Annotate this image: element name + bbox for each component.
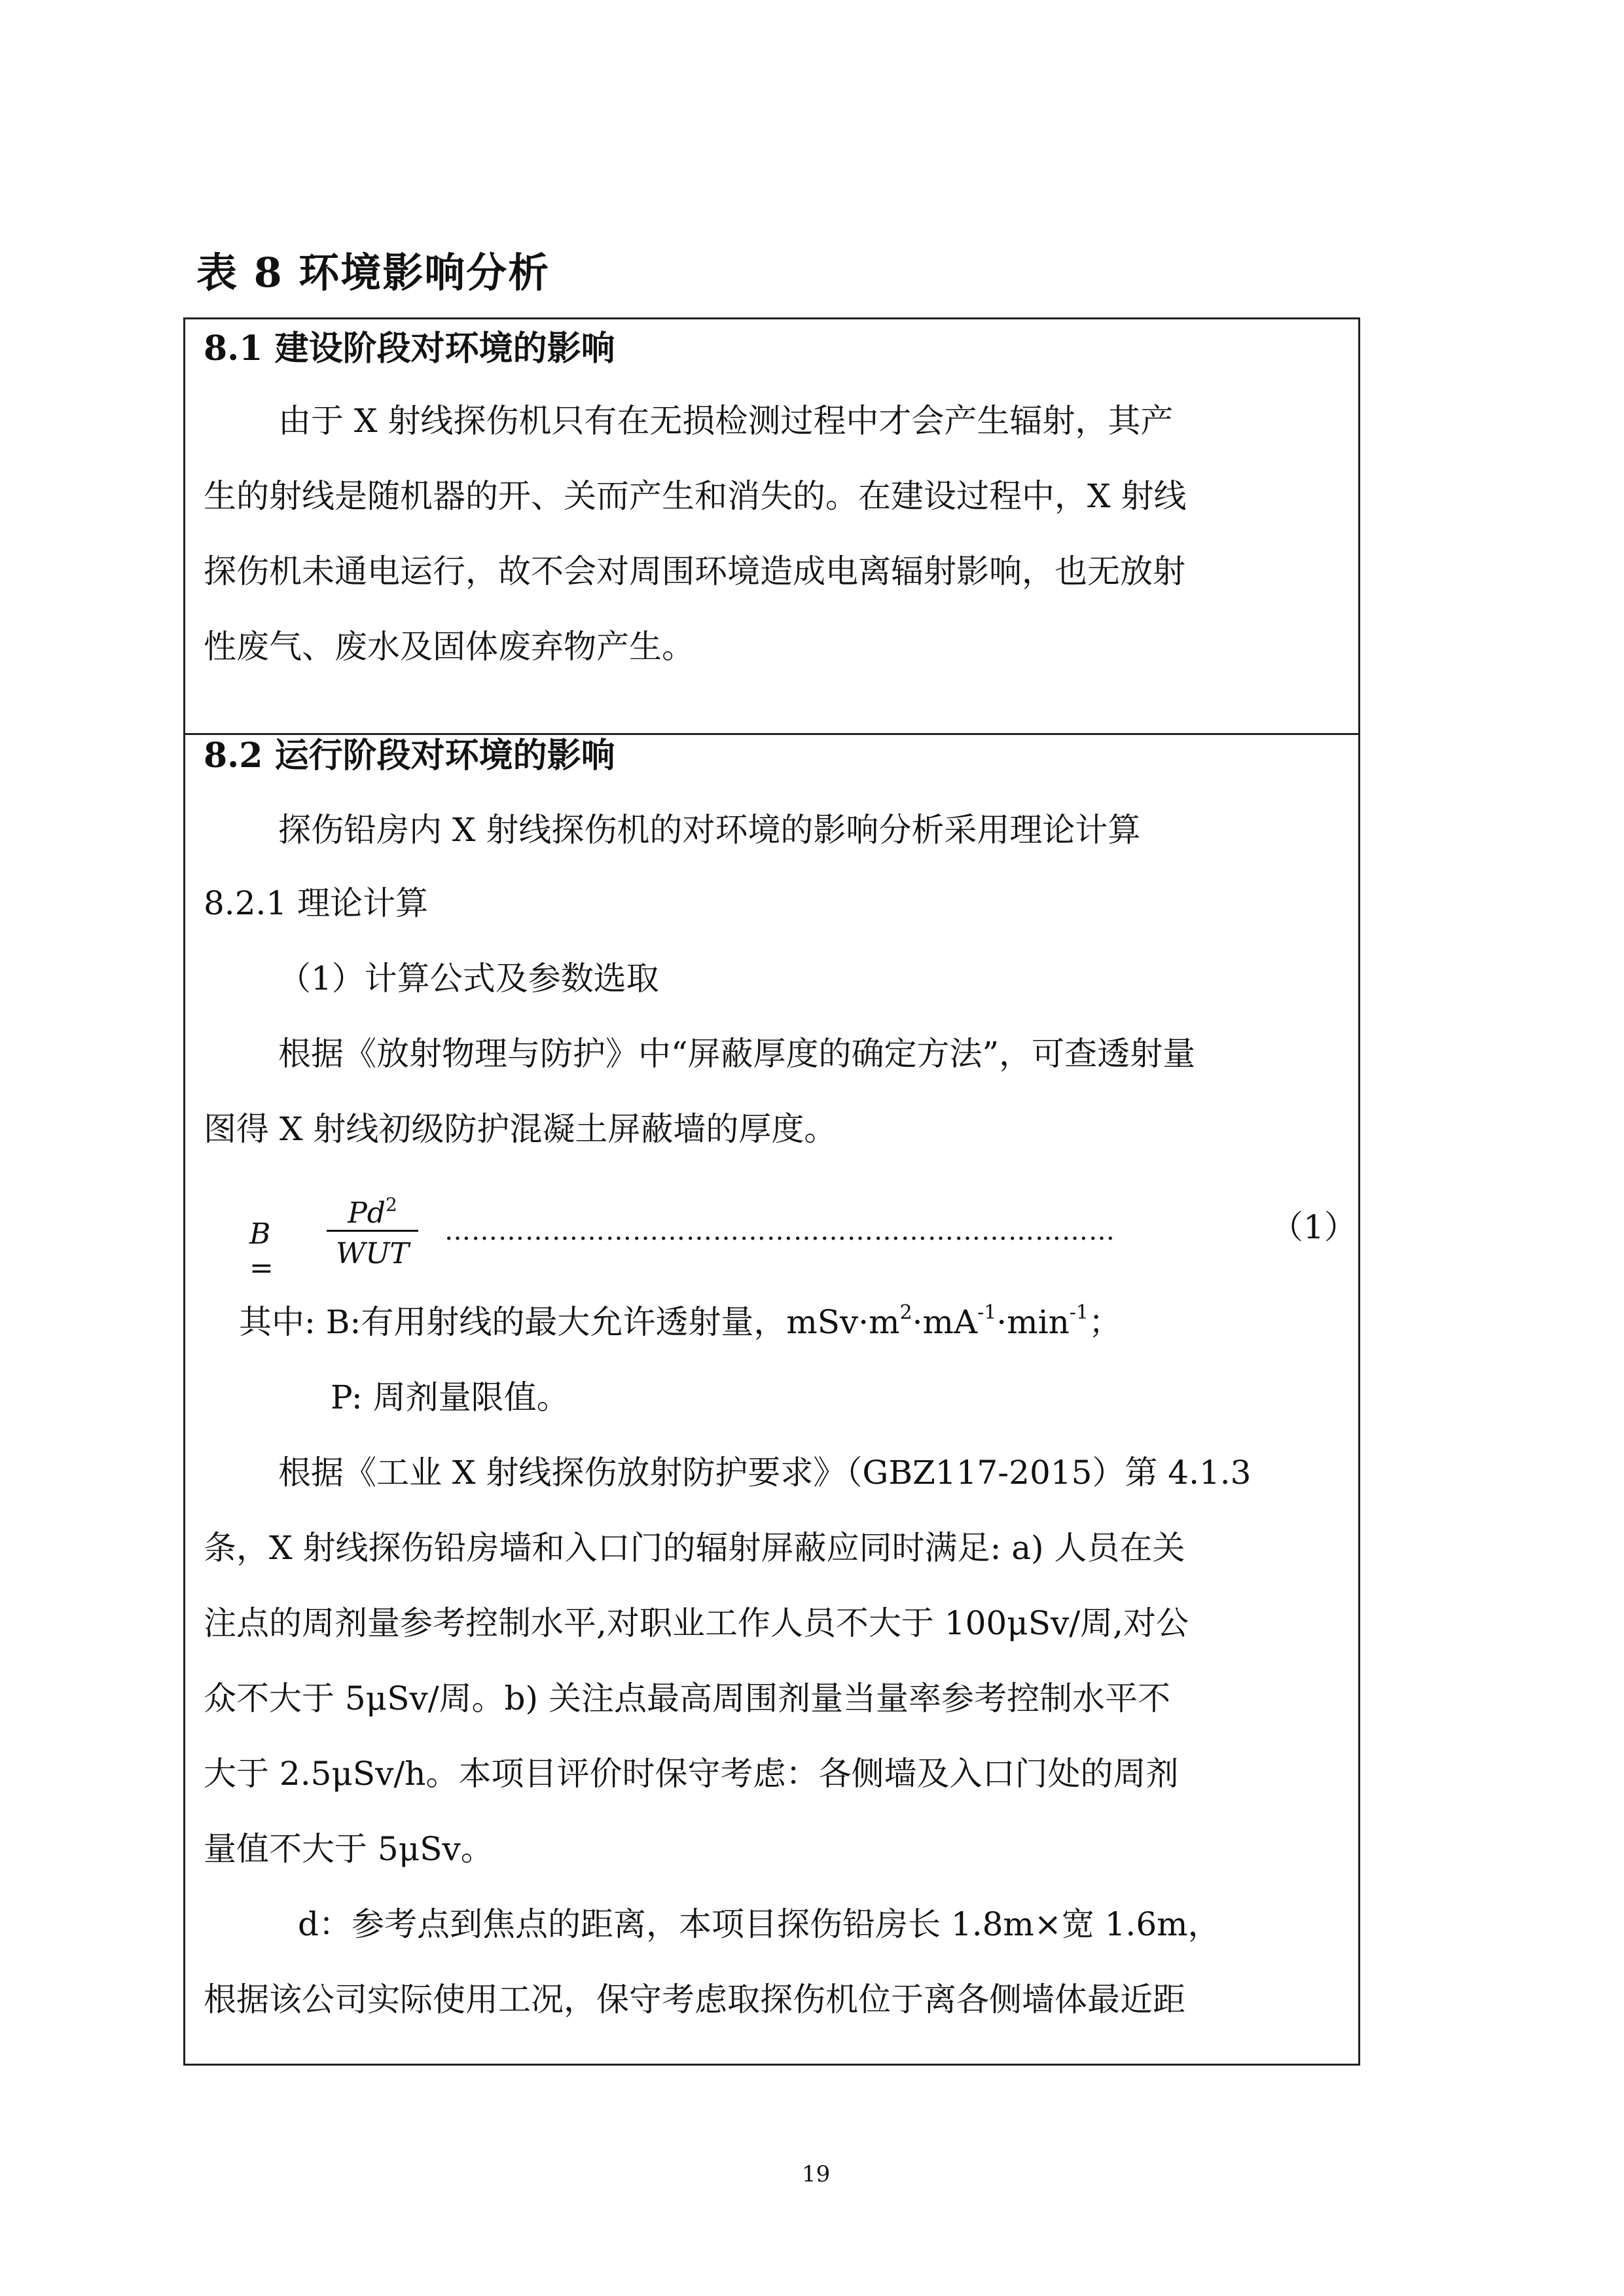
paragraph-line: 由于 X 射线探伤机只有在无损检测过程中才会产生辐射，其产 — [278, 402, 1174, 440]
paragraph-line: 根据《放射物理与防护》中“屏蔽厚度的确定方法”，可查透射量 — [278, 1035, 1196, 1073]
paragraph-line: 性废气、废水及固体废弃物产生。 — [204, 628, 695, 666]
fraction-bar — [327, 1230, 418, 1232]
paragraph-line: 注点的周剂量参考控制水平,对职业工作人员不大于 100μSv/周,对公 — [204, 1604, 1189, 1642]
equation-number: （1） — [1271, 1208, 1357, 1246]
paragraph-line: 根据《工业 X 射线探伤放射防护要求》（GBZ117-2015）第 4.1.3 — [278, 1454, 1252, 1492]
subsection-heading: 8.2.1 理论计算 — [204, 884, 429, 922]
paragraph-line: 众不大于 5μSv/周。b) 关注点最高周围剂量当量率参考控制水平不 — [204, 1679, 1170, 1717]
formula-denominator: WUT — [336, 1237, 409, 1270]
section-8-2-box — [183, 733, 1360, 2066]
formula-lhs: B = — [249, 1217, 274, 1285]
list-item-heading: （1）计算公式及参数选取 — [278, 960, 659, 997]
document-title: 表 8 环境影响分析 — [196, 249, 550, 296]
paragraph-line: 探伤机未通电运行，故不会对周围环境造成电离辐射影响，也无放射 — [204, 552, 1185, 590]
paragraph-line: 大于 2.5μSv/h。本项目评价时保守考虑：各侧墙及入口门处的周剂 — [204, 1755, 1179, 1793]
formula-numerator: Pd$^2$ — [348, 1194, 397, 1230]
paragraph-line: 图得 X 射线初级防护混凝土屏蔽墙的厚度。 — [204, 1110, 837, 1148]
section-8-1-box — [183, 317, 1360, 735]
paragraph-line: 生的射线是随机器的开、关而产生和消失的。在建设过程中，X 射线 — [204, 477, 1187, 515]
paragraph-line: d：参考点到焦点的距离，本项目探伤铅房长 1.8m×宽 1.6m， — [298, 1905, 1221, 1943]
section-8-2-heading: 8.2 运行阶段对环境的影响 — [204, 736, 615, 776]
formula-leader-dots: ………………………………………………………………… — [444, 1216, 1115, 1246]
paragraph-line: 条，X 射线探伤铅房墙和入口门的辐射屏蔽应同时满足: a) 人员在关 — [204, 1529, 1185, 1567]
intro-paragraph: 探伤铅房内 X 射线探伤机的对环境的影响分析采用理论计算 — [278, 811, 1141, 849]
paragraph-line: 根据该公司实际使用工况，保守考虑取探伤机位于离各侧墙体最近距 — [204, 1981, 1185, 2018]
section-8-1-heading: 8.1 建设阶段对环境的影响 — [204, 329, 615, 368]
paragraph-line: 量值不大于 5μSv。 — [204, 1830, 494, 1868]
variable-definition-p: P: 周剂量限值。 — [331, 1378, 569, 1416]
variable-definition-b: 其中: B:有用射线的最大允许透射量，$mSv\cdot m^2\cdot mA^{-1}\cdot\min^{-1}$； — [239, 1301, 1122, 1341]
page-number: 19 — [802, 2161, 831, 2187]
formula-fraction — [327, 1188, 418, 1271]
